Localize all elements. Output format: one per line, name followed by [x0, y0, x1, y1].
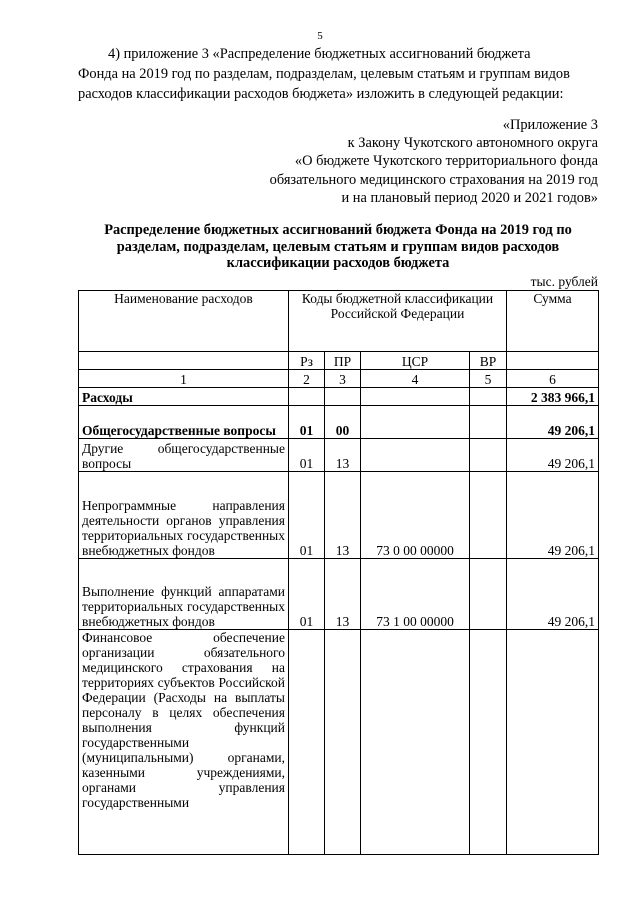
intro-line-1: 4) приложение 3 «Распределение бюджетных ассигнований бюджета — [108, 46, 531, 62]
appendix-ref-line: и на плановый период 2020 и 2021 годов» — [341, 189, 598, 206]
row-csr: 73 1 00 00000 — [361, 559, 470, 630]
header-name: Наименование расходов — [79, 291, 289, 352]
title-line: Распределение бюджетных ассигнований бюджета Фонда на 2019 год по — [104, 222, 572, 238]
row-rz: 01 — [289, 439, 325, 472]
header-vr: ВР — [470, 352, 507, 370]
column-number-row — [79, 370, 599, 388]
row-csr — [361, 388, 470, 406]
row-pr — [325, 388, 361, 406]
table-row — [79, 472, 599, 559]
header-name-continued — [79, 352, 289, 370]
header-csr: ЦСР — [361, 352, 470, 370]
appendix-ref-line: обязательного медицинского страхования на 2019 год — [269, 171, 598, 188]
row-rz — [289, 630, 325, 855]
table-row — [79, 439, 599, 472]
row-pr — [325, 630, 361, 855]
units-label: тыс. рублей — [530, 274, 598, 289]
row-name: Расходы — [79, 388, 289, 406]
row-csr — [361, 406, 470, 439]
column-number: 1 — [79, 370, 289, 388]
row-sum: 49 206,1 — [507, 559, 599, 630]
page-number: 5 — [317, 30, 323, 42]
appendix-ref-line: «О бюджете Чукотского территориального фонда — [294, 153, 598, 170]
table-row — [79, 630, 599, 855]
row-sum: 49 206,1 — [507, 439, 599, 472]
intro-paragraph — [78, 44, 594, 104]
row-pr: 13 — [325, 559, 361, 630]
row-csr: 73 0 00 00000 — [361, 472, 470, 559]
row-vr — [470, 439, 507, 472]
intro-line-3: расходов классификации расходов бюджета» изложить в следующей редакции: — [78, 86, 564, 102]
row-sum — [507, 630, 599, 855]
row-name: Непрограммные направления деятельности органов управления территориальных государственных внебюджетных фондов — [79, 472, 289, 559]
row-vr — [470, 559, 507, 630]
row-vr — [470, 406, 507, 439]
row-rz — [289, 388, 325, 406]
title-line: классификации расходов бюджета — [226, 255, 450, 271]
row-csr — [361, 630, 470, 855]
header-sum: Сумма — [507, 291, 599, 352]
row-sum: 49 206,1 — [507, 406, 599, 439]
row-name: Финансовое обеспечение организации обязательного медицинского страхования на территориях субъектов Российской Федерации (Расходы на выплаты персоналу в целях обеспечения выполнения функций государственными (муниципальными) органами, казенными учреждениями, органами управления государственными — [79, 630, 289, 855]
row-sum: 2 383 966,1 — [507, 388, 599, 406]
title-line: разделам, подразделам, целевым статьям и группам видов расходов — [116, 238, 560, 255]
header-sum-continued — [507, 352, 599, 370]
appendix-ref-line: к Закону Чукотского автономного округа — [347, 135, 598, 152]
column-number: 5 — [470, 370, 507, 388]
table-row — [79, 406, 599, 439]
column-number: 6 — [507, 370, 599, 388]
row-name: Выполнение функций аппаратами территориальных государственных внебюджетных фондов — [79, 559, 289, 630]
appendix-ref-line: «Приложение 3 — [502, 117, 598, 133]
row-name: Другие общегосударственные вопросы — [79, 439, 289, 472]
row-rz: 01 — [289, 472, 325, 559]
table-row — [79, 559, 599, 630]
table-subheader-row — [79, 352, 599, 370]
row-vr — [470, 472, 507, 559]
document-title — [78, 222, 598, 272]
row-sum: 49 206,1 — [507, 472, 599, 559]
table-header-row — [79, 291, 599, 352]
row-pr: 13 — [325, 439, 361, 472]
header-rz: Рз — [289, 352, 325, 370]
row-name: Общегосударственные вопросы — [79, 406, 289, 439]
row-pr: 00 — [325, 406, 361, 439]
appendix-reference — [180, 116, 598, 207]
column-number: 3 — [325, 370, 361, 388]
row-pr: 13 — [325, 472, 361, 559]
intro-line-2: Фонда на 2019 год по разделам, подразделам, целевым статьям и группам видов — [78, 66, 570, 82]
column-number: 2 — [289, 370, 325, 388]
header-codes: Коды бюджетной классификации Российской Федерации — [289, 291, 507, 352]
header-pr: ПР — [325, 352, 361, 370]
row-rz: 01 — [289, 406, 325, 439]
row-csr — [361, 439, 470, 472]
row-vr — [470, 630, 507, 855]
table-row — [79, 388, 599, 406]
row-rz: 01 — [289, 559, 325, 630]
budget-table — [78, 290, 599, 855]
row-vr — [470, 388, 507, 406]
column-number: 4 — [361, 370, 470, 388]
